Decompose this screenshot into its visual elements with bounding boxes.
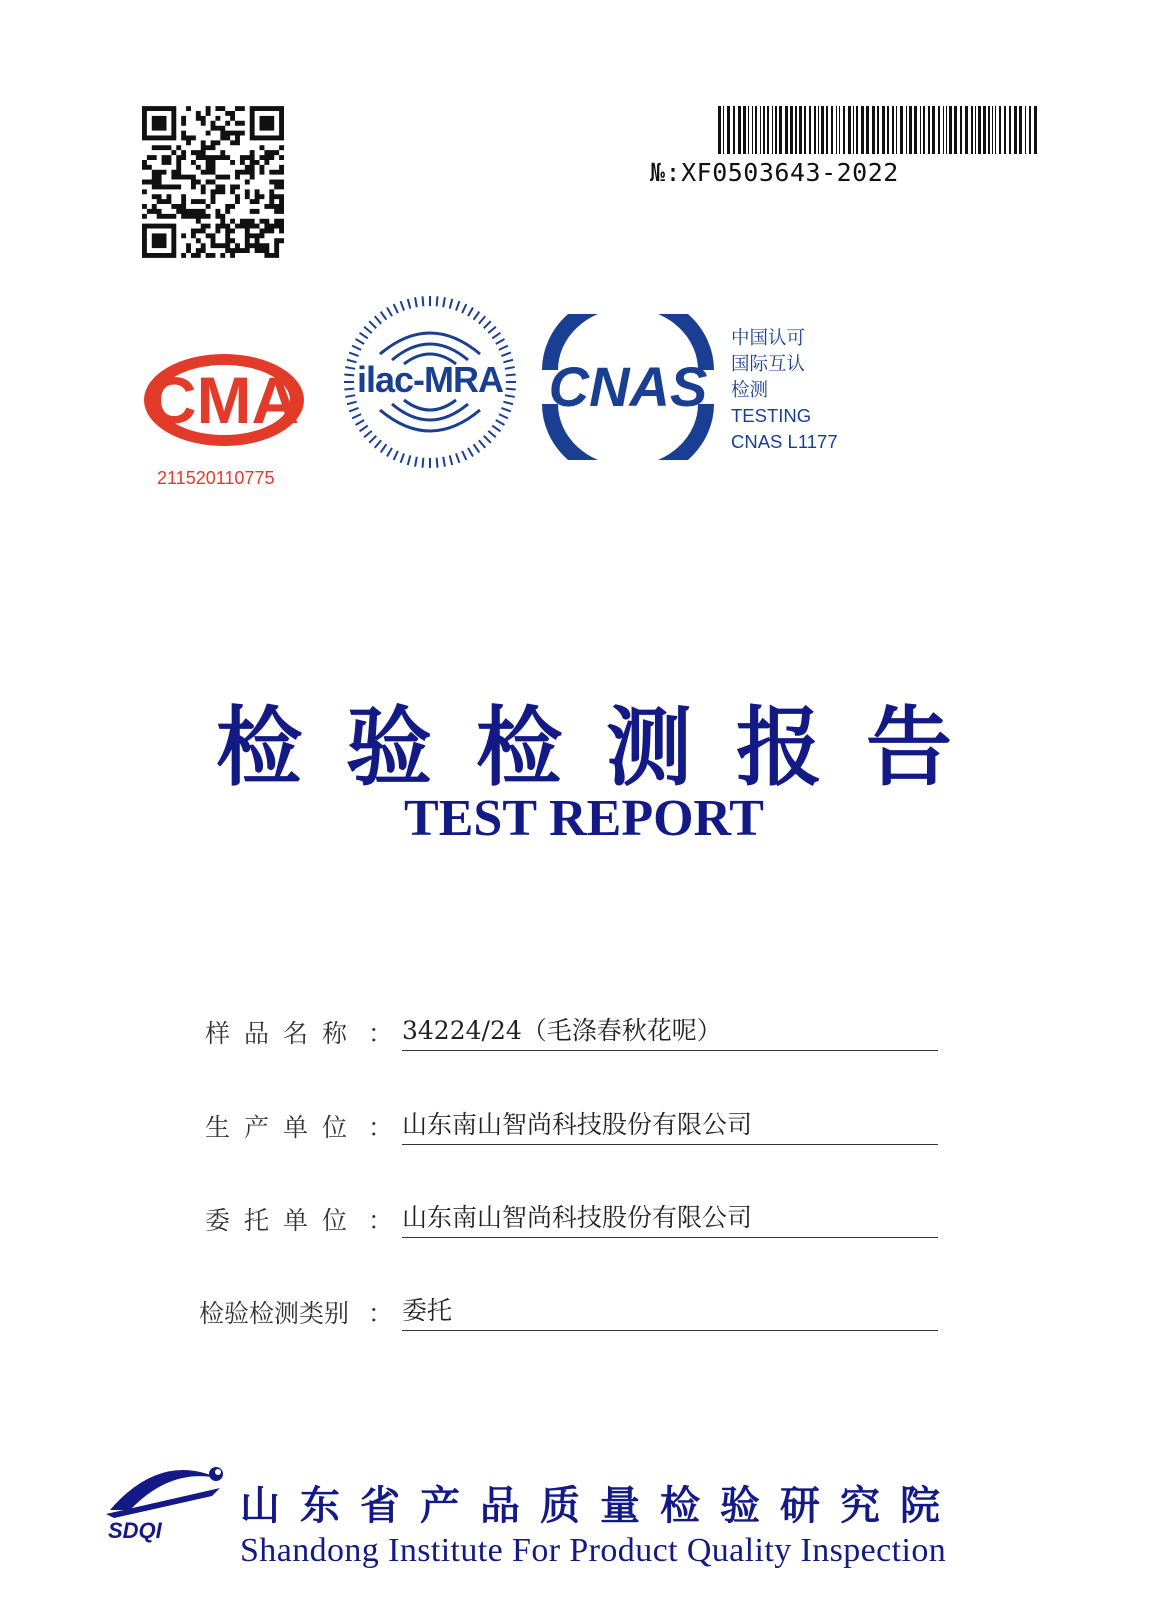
cnas-line: 检测: [731, 379, 769, 400]
cma-logo: [140, 350, 308, 450]
title-cn: 检验检测报告: [216, 697, 996, 798]
sdqi-logo-text: SDQI: [108, 1518, 162, 1543]
field-label: 检验检测类别: [199, 1299, 350, 1328]
barcode: [718, 106, 1044, 154]
cnas-accreditation-text: [731, 325, 838, 455]
field-value: 34224/24（毛涤春秋花呢）: [402, 1016, 938, 1051]
field-sample-name: [205, 1010, 950, 1050]
field-colon: ：: [368, 1206, 394, 1235]
cma-number: 211520110775: [157, 468, 275, 488]
institute-name-en: Shandong Institute For Product Quality Inspection: [240, 1532, 947, 1569]
field-value: 山东南山智尚科技股份有限公司: [402, 1110, 938, 1145]
field-colon: ：: [368, 1113, 394, 1142]
cnas-line: 国际互认: [731, 353, 806, 374]
cnas-line: 中国认可: [731, 327, 806, 348]
field-colon: ：: [368, 1299, 394, 1328]
report-number: №:XF0503643-2022: [650, 158, 899, 187]
field-value: 委托: [402, 1296, 938, 1331]
cnas-logo: [534, 314, 722, 460]
qr-code: [142, 106, 284, 258]
field-test-category: [199, 1290, 950, 1330]
field-colon: ：: [368, 1019, 394, 1048]
field-manufacturer: [205, 1104, 950, 1144]
ilac-logo-text: ilac-MRA: [356, 359, 504, 400]
title-en: TEST REPORT: [404, 790, 764, 847]
field-value: 山东南山智尚科技股份有限公司: [402, 1203, 938, 1238]
field-label: 生产单位: [205, 1113, 362, 1142]
cnas-line: TESTING: [731, 405, 812, 426]
institute-name-cn: 山东省产品质量检验研究院: [240, 1482, 960, 1529]
cma-logo-text: CMA: [148, 363, 300, 437]
cnas-line: CNAS L1177: [731, 431, 838, 452]
cnas-logo-text: CNAS: [548, 355, 708, 418]
field-label: 样品名称: [205, 1019, 362, 1048]
sdqi-logo: [100, 1458, 230, 1544]
field-client: [205, 1197, 950, 1237]
field-label: 委托单位: [205, 1206, 362, 1235]
ilac-mra-logo: [340, 292, 520, 472]
